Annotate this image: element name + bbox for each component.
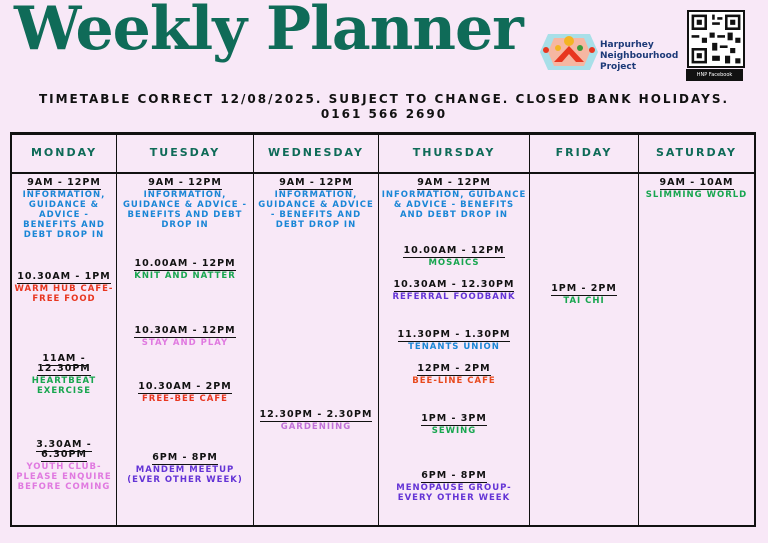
activity	[119, 453, 251, 485]
activity	[381, 414, 527, 436]
notice-line: TIMETABLE CORRECT 12/08/2025. SUBJECT TO CHANGE. CLOSED BANK HOLIDAYS.	[38, 92, 730, 106]
activity	[381, 471, 527, 503]
phone-number[interactable]: 0161 566 2690	[320, 107, 448, 121]
activity-time: 12.30PM - 2.30PM	[259, 409, 373, 420]
activity	[119, 178, 251, 230]
activity-title: SEWING	[431, 426, 477, 436]
activity-title: KNIT AND NATTER	[134, 271, 236, 281]
activity	[256, 410, 376, 432]
activity	[381, 246, 527, 268]
activity-title: GARDENIING	[280, 422, 352, 432]
activity-title: FREE-BEE CAFE	[142, 394, 228, 404]
activity	[532, 284, 636, 306]
activity-time: 10.30AM - 12.30PM	[393, 279, 515, 290]
activity	[119, 326, 251, 348]
activity-title: INFORMATION, GUIDANCE & ADVICE - BENEFITS AND DEBT DROP IN	[381, 190, 527, 220]
activity-time: 10.30AM - 12PM	[134, 325, 236, 336]
day-heading: MONDAY	[12, 134, 116, 174]
activity-time: 9AM - 10AM	[659, 177, 734, 188]
activity	[381, 280, 527, 302]
org-name-line: Project	[600, 62, 637, 72]
activity-time: 10.30AM - 2PM	[138, 381, 232, 392]
organisation-name	[600, 40, 678, 73]
activity-time: 11.30PM - 1.30PM	[397, 329, 511, 340]
day-column-wednesday	[254, 134, 379, 525]
activity	[381, 178, 527, 220]
activity-time: 10.30AM - 1PM	[17, 271, 111, 282]
activity	[14, 272, 114, 304]
activity-title: STAY AND PLAY	[141, 338, 229, 348]
day-column-friday	[530, 134, 639, 525]
timetable-grid	[10, 134, 756, 527]
activity-time: 6PM - 8PM	[421, 470, 487, 481]
timetable-notice	[0, 92, 768, 122]
activity-time: 9AM - 12PM	[148, 177, 222, 188]
activity-time: 1PM - 2PM	[551, 283, 617, 294]
activity	[119, 382, 251, 404]
day-column-monday	[12, 134, 117, 525]
qr-caption: HNP Facebook	[686, 69, 743, 81]
activity	[641, 178, 752, 200]
org-name-line: Harpurhey	[600, 40, 654, 50]
day-heading: THURSDAY	[379, 134, 529, 174]
activity-title: WARM HUB CAFE- FREE FOOD	[14, 284, 114, 304]
day-heading: SATURDAY	[639, 134, 754, 174]
activity-time: 11AM - 12.30PM	[37, 353, 91, 374]
activity	[381, 364, 527, 386]
activity	[14, 178, 114, 240]
activity-title: BEE-LINE CAFE	[412, 376, 496, 386]
activity	[14, 440, 114, 492]
activity-title: YOUTH CLUB- PLEASE ENQUIRE BEFORE COMING	[16, 462, 112, 492]
activity-title: INFORMATION, GUIDANCE & ADVICE - BENEFITS AND DEBT DROP IN	[122, 190, 248, 230]
activity-time: 10.00AM - 12PM	[134, 258, 236, 269]
activity-time: 9AM - 12PM	[279, 177, 353, 188]
activity-title: HEARTBEAT EXERCISE	[31, 376, 97, 396]
activity-time: 9AM - 12PM	[417, 177, 491, 188]
qr-code-icon[interactable]	[687, 10, 745, 68]
day-heading: FRIDAY	[530, 134, 638, 174]
day-heading: WEDNESDAY	[254, 134, 378, 174]
day-heading: TUESDAY	[117, 134, 253, 174]
activity	[381, 330, 527, 352]
day-column-saturday	[639, 134, 754, 525]
activity-time: 3.30AM - 6.30PM	[36, 439, 92, 460]
activity-title: MOSAICS	[428, 258, 480, 268]
activity-title: MENOPAUSE GROUP- EVERY OTHER WEEK	[396, 483, 512, 503]
activity-title: REFERRAL FOODBANK	[392, 292, 516, 302]
activity-title: SLIMMING WORLD	[645, 190, 748, 200]
activity	[14, 354, 114, 396]
activity-time: 12PM - 2PM	[417, 363, 491, 374]
activity-time: 6PM - 8PM	[152, 452, 218, 463]
activity-time: 1PM - 3PM	[421, 413, 487, 424]
day-column-tuesday	[117, 134, 254, 525]
org-name-line: Neighbourhood	[600, 51, 679, 61]
organisation-logo-icon	[540, 28, 598, 76]
day-column-thursday	[379, 134, 530, 525]
activity-title: TAI CHI	[563, 296, 605, 306]
activity-time: 9AM - 12PM	[27, 177, 101, 188]
activity-title: INFORMATION, GUIDANCE & ADVICE - BENEFITS AND DEBT DROP IN	[22, 190, 106, 240]
activity	[256, 178, 376, 230]
activity-title: INFORMATION, GUIDANCE & ADVICE - BENEFITS AND DEBT DROP IN	[258, 190, 374, 230]
activity-title: MANDEM MEETUP (EVER OTHER WEEK)	[127, 465, 243, 485]
activity-time: 10.00AM - 12PM	[403, 245, 505, 256]
activity-title: TENANTS UNION	[408, 342, 500, 352]
page-title: Weekly Planner	[14, 0, 523, 64]
activity	[119, 259, 251, 281]
